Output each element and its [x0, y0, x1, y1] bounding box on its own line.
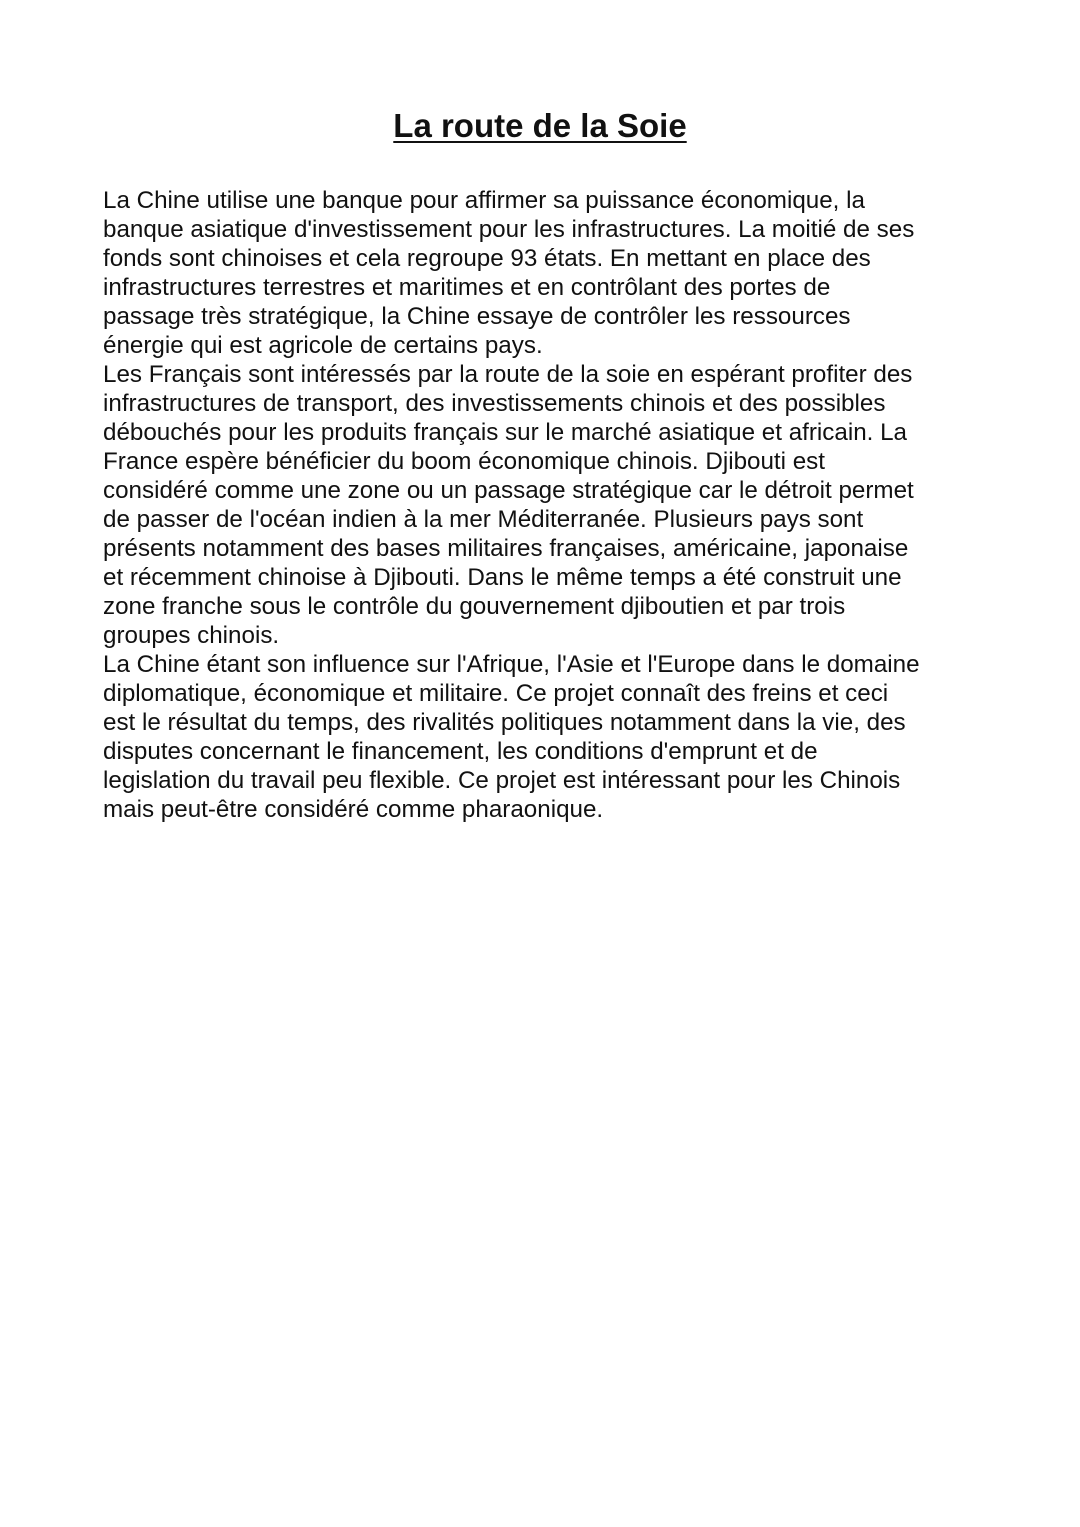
- document-body: [103, 186, 983, 824]
- paragraph-france-djibouti: Les Français sont intéressés par la route de la soie en espérant profiter des infrastructures de transport, des investissements chinois et des possibles débouchés pour les produits français sur le marché asiatique et africain. La France espère bénéficier du boom économique chinois. Djibouti est considéré comme une zone ou un passage stratégique car le détroit permet de passer de l'océan indien à la mer Méditerranée. Plusieurs pays sont présents notamment des bases militaires françaises, américaine, japonaise et récemment chinoise à Djibouti. Dans le même temps a été construit une zone franche sous le contrôle du gouvernement djiboutien et par trois groupes chinois.: [103, 361, 914, 649]
- paragraph-bank-infrastructure: La Chine utilise une banque pour affirmer sa puissance économique, la banque asiatique d'investissement pour les infrastructures. La moitié de ses fonds sont chinoises et cela regroupe 93 états. En mettant en place des infrastructures terrestres et maritimes et en contrôlant des portes de passage très stratégique, la Chine essaye de contrôler les ressources énergie qui est agricole de certains pays.: [103, 187, 915, 359]
- paragraph-china-influence: La Chine étant son influence sur l'Afrique, l'Asie et l'Europe dans le domaine diplomatique, économique et militaire. Ce projet connaît des freins et ceci est le résultat du temps, des rivalités politiques notamment dans la vie, des disputes concernant le financement, les conditions d'emprunt et de legislation du travail peu flexible. Ce projet est intéressant pour les Chinois mais peut-être considéré comme pharaonique.: [103, 651, 920, 823]
- document-title: La route de la Soie: [393, 107, 687, 144]
